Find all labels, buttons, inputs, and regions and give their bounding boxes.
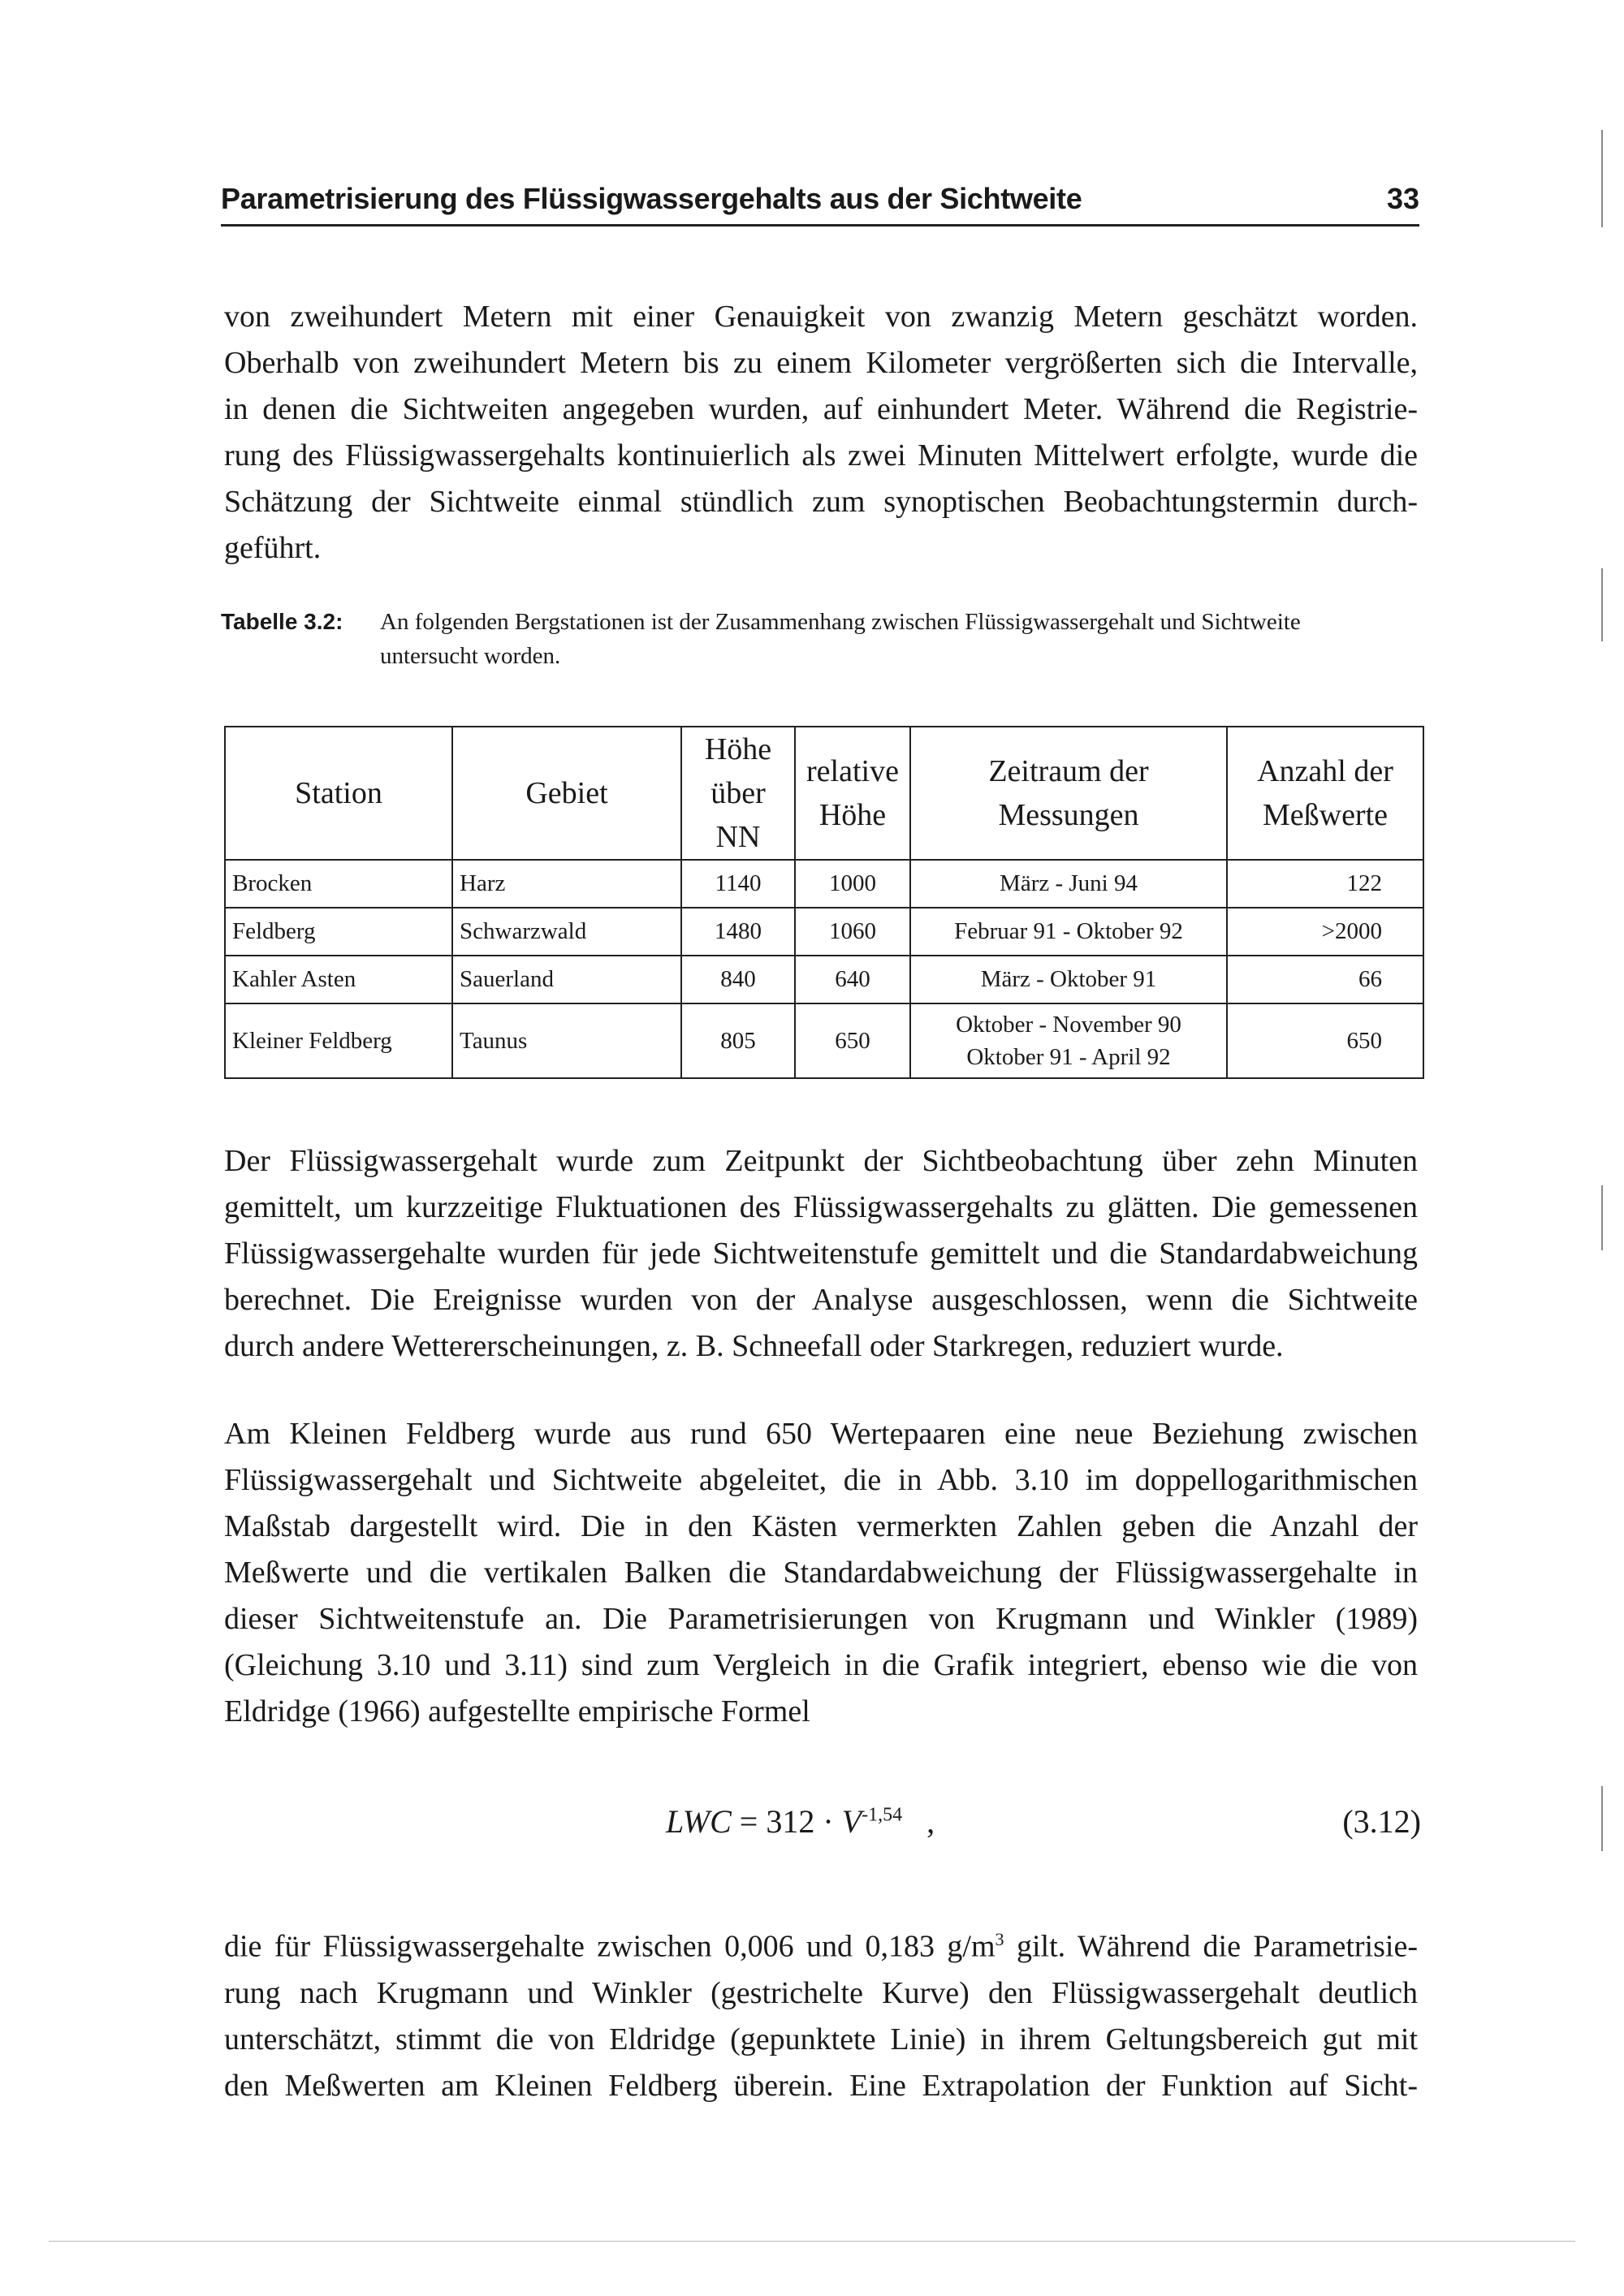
text-line: dieser Sichtweitenstufe an. Die Parametrisierungen von Krugmann und Winkler (1989)	[224, 1602, 1418, 1636]
cell-anzahl: 650	[1227, 1003, 1423, 1078]
scan-artifact	[1601, 130, 1603, 227]
running-header	[221, 180, 1419, 227]
header-station: Station	[225, 727, 452, 860]
running-header-title: Parametrisierung des Flüssigwassergehalts aus der Sichtweite	[221, 182, 1082, 215]
table-row	[225, 908, 1423, 956]
text-line: den Meßwerten am Kleinen Feldberg überein. Eine Extrapolation der Funktion auf Sicht-	[224, 2068, 1418, 2103]
text-line: rung nach Krugmann und Winkler (gestrichelte Kurve) den Flüssigwassergehalt deutlich	[224, 1975, 1418, 2010]
cell-relative: 640	[795, 956, 910, 1003]
text-line: geführt.	[224, 531, 322, 565]
cell-relative: 1060	[795, 908, 910, 956]
cell-hoehe: 1140	[681, 860, 795, 908]
cell-gebiet: Taunus	[452, 1003, 681, 1078]
equation-number: (3.12)	[1342, 1803, 1421, 1840]
cell-anzahl: >2000	[1227, 908, 1423, 956]
table-caption-label: Tabelle 3.2:	[221, 609, 343, 634]
caption-line: untersucht worden.	[380, 643, 561, 669]
eq-exponent: -1,54	[862, 1804, 903, 1826]
cell-station: Feldberg	[225, 908, 452, 956]
cell-zeitraum: März - Oktober 91	[910, 956, 1227, 1003]
scan-artifact	[49, 2241, 1575, 2242]
cell-hoehe: 805	[681, 1003, 795, 1078]
zeitraum-line: Oktober 91 - April 92	[966, 1044, 1171, 1070]
header-gebiet: Gebiet	[452, 727, 681, 860]
scan-artifact	[1601, 1786, 1603, 1851]
text-line: gemittelt, um kurzzeitige Fluktuationen des Flüssigwassergehalts zu glätten. Die gemessenen	[224, 1190, 1418, 1224]
text-line: berechnet. Die Ereignisse wurden von der Analyse ausgeschlossen, wenn die Sichtweite	[224, 1283, 1418, 1317]
eq-variable: V	[841, 1803, 862, 1840]
cell-relative: 1000	[795, 860, 910, 908]
paragraph-2	[224, 1138, 1418, 1370]
table-header-row	[225, 727, 1423, 860]
table-row	[225, 956, 1423, 1003]
cell-gebiet: Sauerland	[452, 956, 681, 1003]
header-relative-hoehe: relative Höhe	[795, 727, 910, 860]
stations-table	[224, 726, 1424, 1079]
superscript: 3	[995, 1929, 1004, 1949]
eq-dot: ·	[823, 1803, 834, 1840]
cell-anzahl: 66	[1227, 956, 1423, 1003]
cell-hoehe: 840	[681, 956, 795, 1003]
eq-lhs: LWC	[666, 1803, 732, 1840]
text-line: Der Flüssigwassergehalt wurde zum Zeitpunkt der Sichtbeobachtung über zehn Minuten	[224, 1144, 1418, 1178]
text-line: Maßstab dargestellt wird. Die in den Kästen vermerkten Zahlen geben die Anzahl der	[224, 1509, 1418, 1543]
cell-zeitraum: Februar 91 - Oktober 92	[910, 908, 1227, 956]
equation-formula	[666, 1802, 935, 1841]
cell-station: Kleiner Feldberg	[225, 1003, 452, 1078]
zeitraum-line: Oktober - November 90	[956, 1012, 1181, 1038]
header-zeitraum: Zeitraum der Messungen	[910, 727, 1227, 860]
cell-gebiet: Schwarzwald	[452, 908, 681, 956]
cell-zeitraum: März - Juni 94	[910, 860, 1227, 908]
text-line: Oberhalb von zweihundert Metern bis zu einem Kilometer vergrößerten sich die Intervalle,	[224, 346, 1418, 380]
paragraph-1	[224, 294, 1418, 572]
text-line: durch andere Wettererscheinungen, z. B. Schneefall oder Starkregen, reduziert wurde.	[224, 1329, 1284, 1363]
table-caption-text	[380, 605, 1419, 673]
table-row	[225, 1003, 1423, 1078]
eq-equals: =	[739, 1803, 758, 1840]
page-number: 33	[1386, 182, 1419, 215]
text-line: Eldridge (1966) aufgestellte empirische Formel	[224, 1694, 810, 1728]
scan-artifact	[1601, 568, 1603, 641]
text-line: Flüssigwassergehalte wurden für jede Sichtweitenstufe gemittelt und die Standardabweichung	[224, 1236, 1418, 1271]
eq-coefficient: 312	[766, 1803, 815, 1840]
text-line: Am Kleinen Feldberg wurde aus rund 650 Wertepaaren eine neue Beziehung zwischen	[224, 1417, 1418, 1451]
text-line: (Gleichung 3.10 und 3.11) sind zum Vergleich in die Grafik integriert, ebenso wie die von	[224, 1648, 1418, 1682]
paragraph-3	[224, 1411, 1418, 1735]
caption-line: An folgenden Bergstationen ist der Zusammenhang zwischen Flüssigwassergehalt und Sichtweite	[380, 609, 1301, 635]
text-segment: die für Flüssigwassergehalte zwischen 0,006 und 0,183 g/m	[224, 1929, 996, 1964]
text-segment: gilt. Während die Parametrisie-	[1004, 1929, 1418, 1964]
cell-hoehe: 1480	[681, 908, 795, 956]
cell-gebiet: Harz	[452, 860, 681, 908]
text-line: unterschätzt, stimmt die von Eldridge (gepunktete Linie) in ihrem Geltungsbereich gut mit	[224, 2022, 1418, 2056]
text-line: Flüssigwassergehalt und Sichtweite abgeleitet, die in Abb. 3.10 im doppellogarithmischen	[224, 1463, 1418, 1497]
cell-zeitraum	[910, 1003, 1227, 1078]
text-line: von zweihundert Metern mit einer Genauigkeit von zwanzig Metern geschätzt worden.	[224, 300, 1418, 334]
header-hoehe: Höhe über NN	[681, 727, 795, 860]
text-line: rung des Flüssigwassergehalts kontinuierlich als zwei Minuten Mittelwert erfolgte, wurde die	[224, 438, 1418, 473]
paragraph-4	[224, 1916, 1418, 2109]
cell-relative: 650	[795, 1003, 910, 1078]
table-row	[225, 860, 1423, 908]
cell-anzahl: 122	[1227, 860, 1423, 908]
header-anzahl: Anzahl der Meßwerte	[1227, 727, 1423, 860]
eq-comma: ,	[926, 1803, 935, 1840]
cell-station: Kahler Asten	[225, 956, 452, 1003]
text-line	[224, 1916, 1418, 1970]
text-line: Meßwerte und die vertikalen Balken die Standardabweichung der Flüssigwassergehalte in	[224, 1556, 1418, 1590]
cell-station: Brocken	[225, 860, 452, 908]
text-line: in denen die Sichtweiten angegeben wurden, auf einhundert Meter. Während die Registrie-	[224, 392, 1418, 426]
equation-3-12	[666, 1802, 1421, 1851]
scan-artifact	[1601, 1185, 1603, 1250]
text-line: Schätzung der Sichtweite einmal stündlich zum synoptischen Beobachtungstermin durch-	[224, 485, 1418, 519]
